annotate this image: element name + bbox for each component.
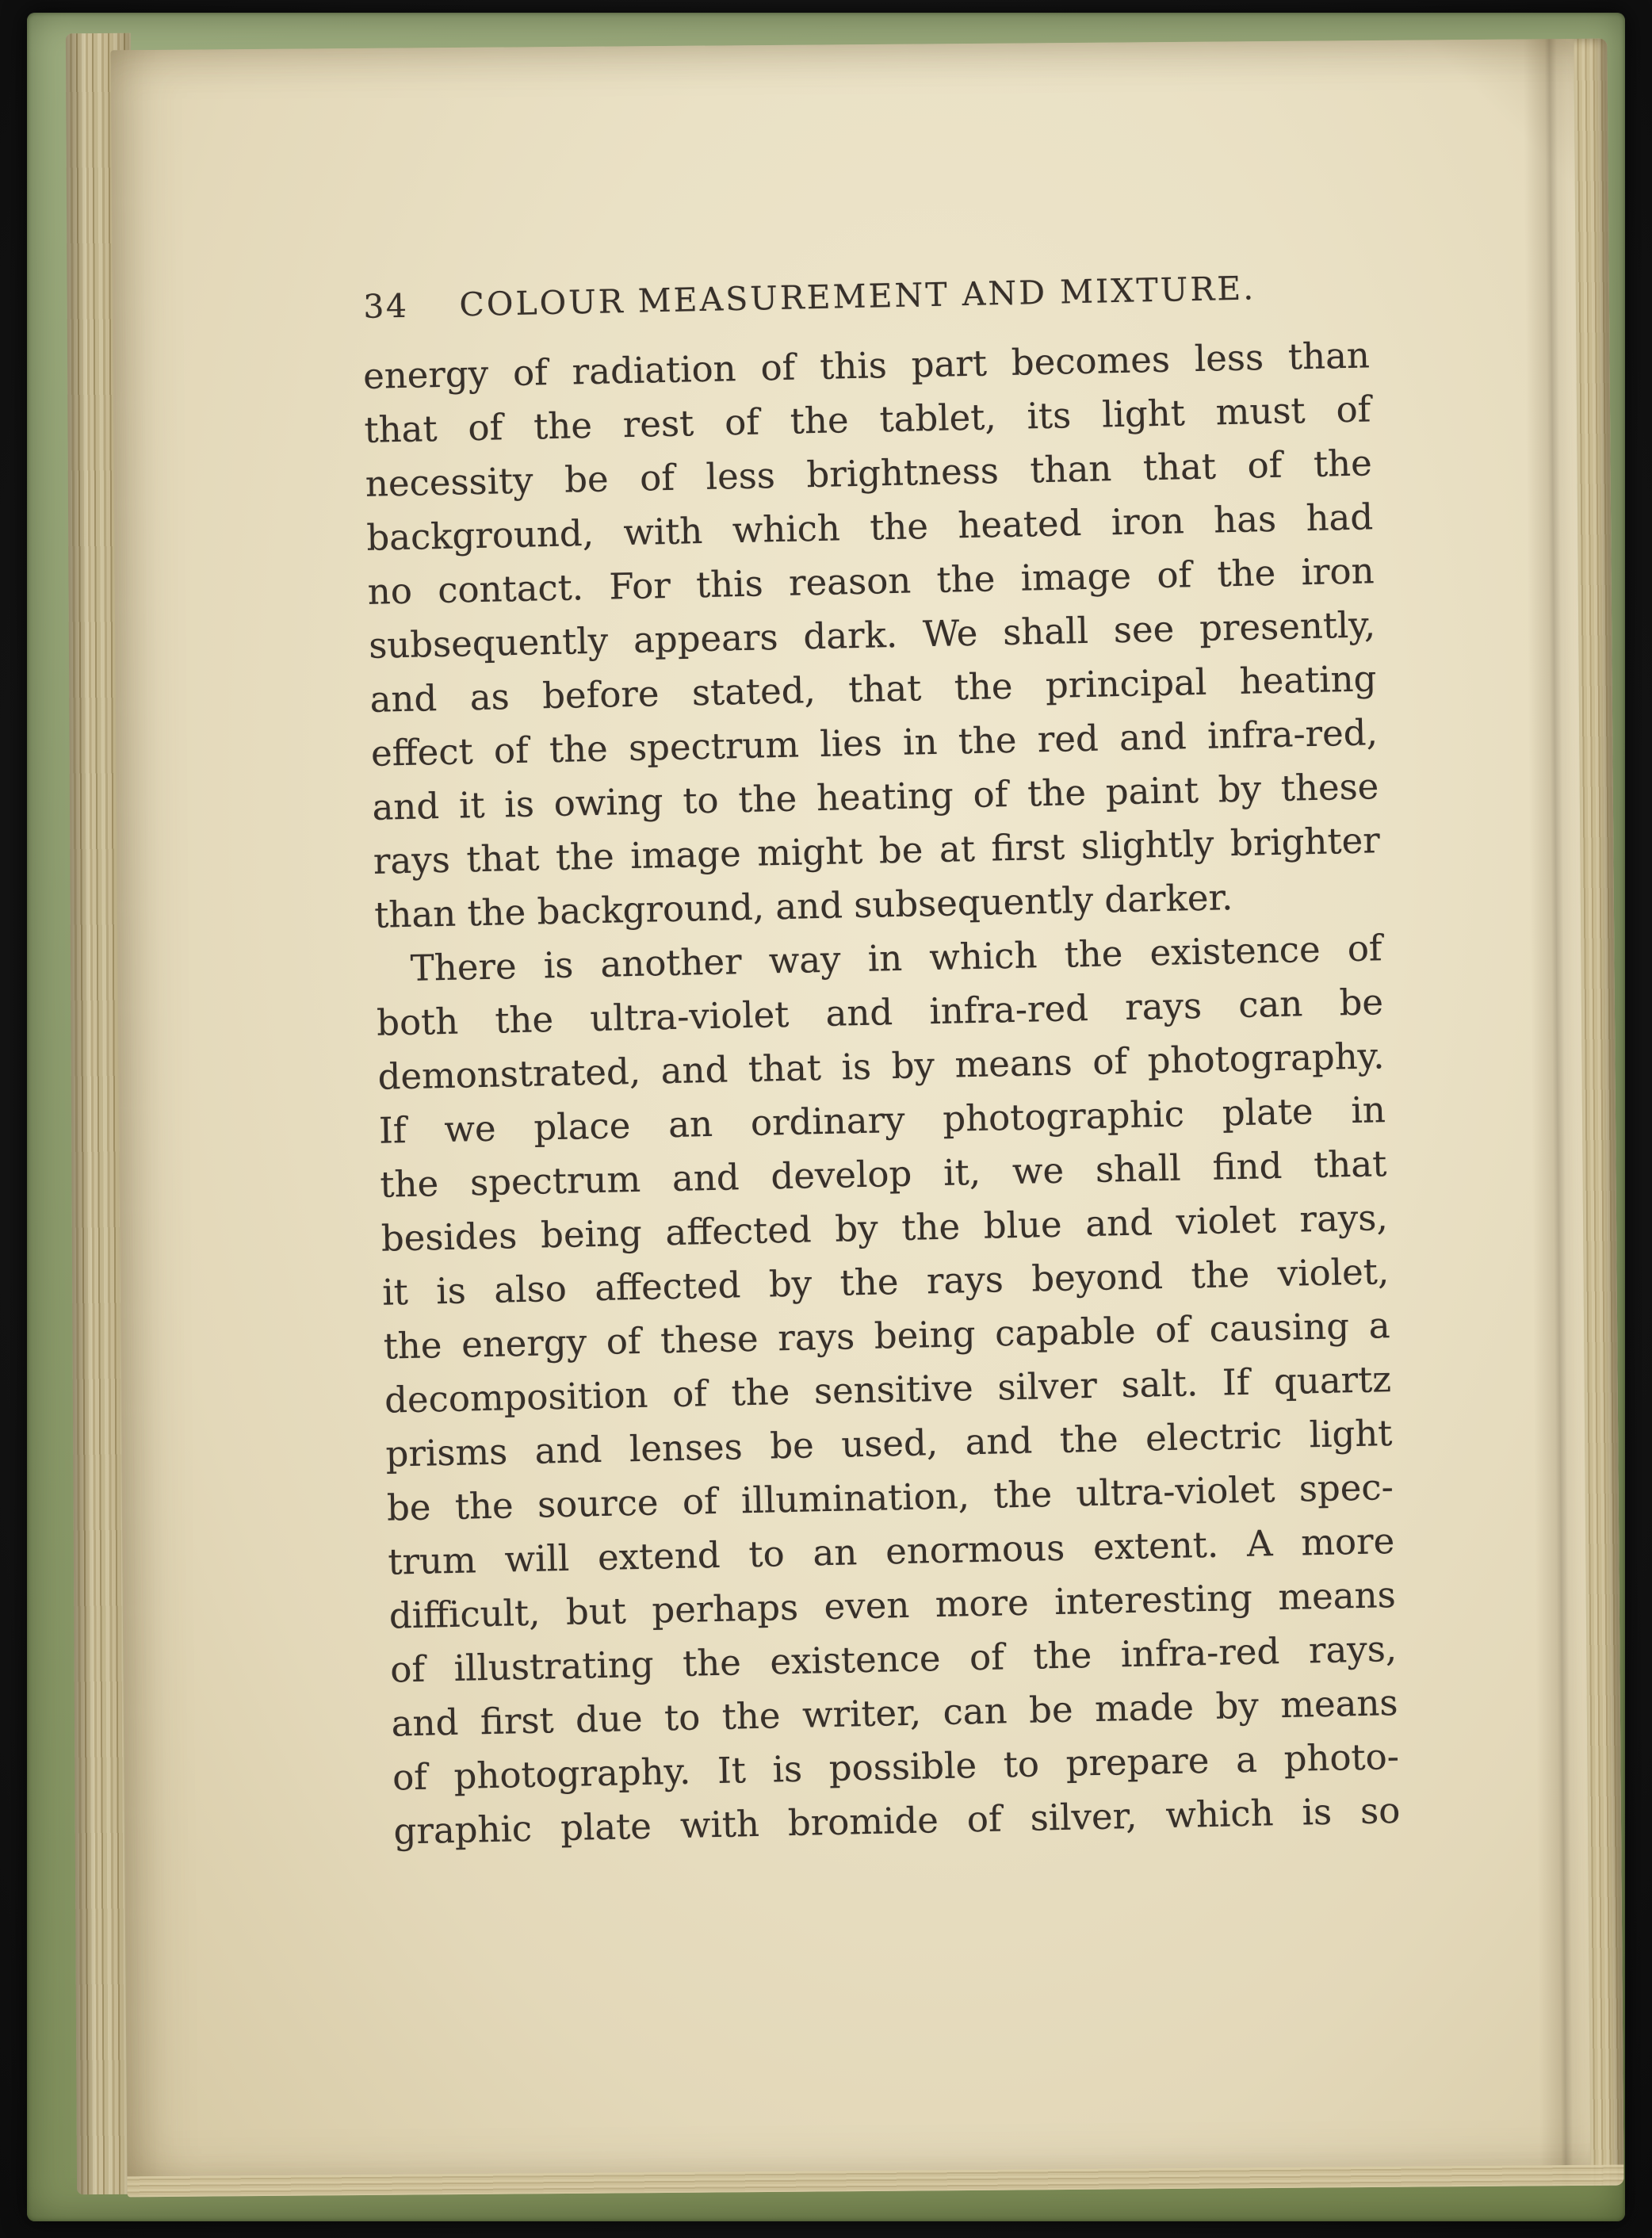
book-page (110, 39, 1623, 2198)
text-line: the energy of these rays being capable of causing a (383, 1304, 1391, 1368)
text-line: background, with which the heated iron has had (365, 495, 1374, 559)
text-line: of illustrating the existence of the infra-red rays, (389, 1628, 1398, 1691)
text-line: be the source of illumination, the ultra-violet spec- (386, 1466, 1394, 1529)
text-line: trum will extend to an enormous extent. A more (387, 1520, 1395, 1583)
text-line: rays that the image might be at first slightly brighter (373, 819, 1381, 882)
text-line: There is another way in which the existence of (410, 927, 1383, 989)
text-line: graphic plate with bromide of silver, which is so (393, 1788, 1401, 1853)
text-line: it is also affected by the rays beyond the violet, (381, 1250, 1390, 1314)
page-content (361, 265, 1401, 1858)
text-line: necessity be of less brightness than that of the (365, 442, 1373, 505)
text-line: demonstrated, and that is by means of photography. (377, 1035, 1385, 1098)
text-line: and it is owing to the heating of the paint by these (371, 765, 1379, 828)
text-line: no contact. For this reason the image of the iron (367, 549, 1375, 613)
text-line: effect of the spectrum lies in the red and infra-red, (370, 711, 1379, 775)
text-line: and as before stated, that the principal heating (369, 657, 1377, 721)
text-line: subsequently appears dark. We shall see presently, (368, 603, 1376, 667)
paragraph-1 (362, 328, 1381, 942)
text-line: of photography. It is possible to prepare a photo- (392, 1735, 1400, 1799)
text-line: energy of radiation of this part becomes less than (362, 334, 1371, 397)
running-title: COLOUR MEASUREMENT AND MIXTURE. (458, 269, 1256, 324)
text-line: decomposition of the sensitive silver salt. If quartz (384, 1358, 1392, 1421)
text-line: and first due to the writer, can be made by means (391, 1681, 1398, 1745)
text-line: the spectrum and develop it, we shall find that (379, 1142, 1387, 1206)
page-body (362, 328, 1401, 1858)
paragraph-2 (375, 921, 1401, 1858)
text-line: prisms and lenses be used, and the electric light (385, 1412, 1393, 1475)
text-line: than the background, and subsequently darker. (373, 876, 1233, 936)
text-line: difficult, but perhaps even more interesting means (388, 1574, 1397, 1637)
text-line: that of the rest of the tablet, its light must of (363, 388, 1371, 451)
page-header (361, 265, 1369, 327)
text-line: besides being affected by the blue and violet rays, (380, 1196, 1389, 1260)
text-line: If we place an ordinary photographic plate in (378, 1088, 1386, 1152)
text-line: both the ultra-violet and infra-red rays can be (376, 981, 1384, 1044)
page-number: 34 (362, 286, 409, 326)
